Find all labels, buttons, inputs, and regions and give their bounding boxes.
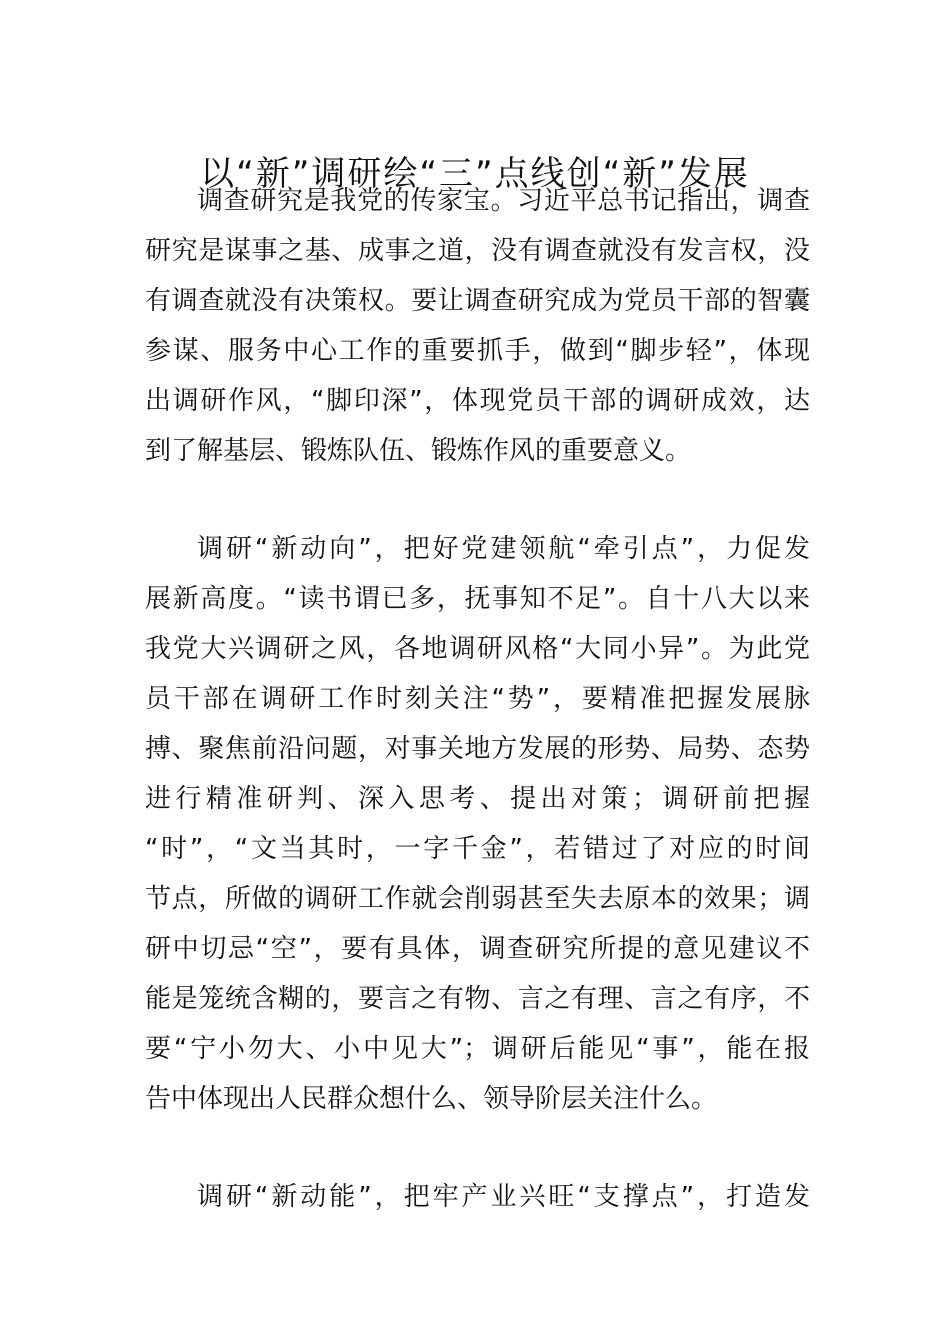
page-title: 以“新”调研绘“三”点线创“新”发展 bbox=[200, 153, 750, 194]
text-line: “时”，“文当其时，一字千金”，若错过了对应的时间 bbox=[145, 834, 810, 864]
text-line: 调研“新动向”，把好党建领航“牵引点”，力促发 bbox=[197, 534, 810, 564]
text-line: 我党大兴调研之风，各地调研风格“大同小异”。为此党 bbox=[145, 634, 810, 664]
text-line: 展新高度。“读书谓已多，抚事知不足”。自十八大以来 bbox=[145, 584, 810, 614]
paragraph-1 bbox=[145, 176, 810, 476]
text-line: 搏、聚焦前沿问题，对事关地方发展的形势、局势、态势 bbox=[145, 734, 810, 764]
text-line: 出调研作风，“脚印深”，体现党员干部的调研成效，达 bbox=[145, 386, 810, 416]
text-line: 调研“新动能”，把牢产业兴旺“支撑点”，打造发 bbox=[197, 1182, 810, 1212]
text-line: 员干部在调研工作时刻关注“势”，要精准把握发展脉 bbox=[145, 684, 810, 714]
text-line: 调查研究是我党的传家宝。习近平总书记指出，调查 bbox=[197, 186, 810, 216]
text-line: 参谋、服务中心工作的重要抓手，做到“脚步轻”，体现 bbox=[145, 336, 810, 366]
text-line: 到了解基层、锻炼队伍、锻炼作风的重要意义。 bbox=[145, 436, 692, 466]
text-line: 研究是谋事之基、成事之道，没有调查就没有发言权，没 bbox=[145, 236, 810, 266]
text-line: 有调查就没有决策权。要让调查研究成为党员干部的智囊 bbox=[145, 286, 810, 316]
paragraph-2 bbox=[145, 524, 810, 1124]
text-line: 告中体现出人民群众想什么、领导阶层关注什么。 bbox=[145, 1084, 718, 1114]
text-line: 节点，所做的调研工作就会削弱甚至失去原本的效果；调 bbox=[145, 884, 810, 914]
text-line: 进行精准研判、深入思考、提出对策；调研前把握 bbox=[145, 784, 810, 814]
paragraph-3 bbox=[145, 1172, 810, 1222]
text-line: 能是笼统含糊的，要言之有物、言之有理、言之有序，不 bbox=[145, 984, 810, 1014]
text-line: 研中切忌“空”，要有具体，调查研究所提的意见建议不 bbox=[145, 934, 810, 964]
text-line: 要“宁小勿大、小中见大”；调研后能见“事”，能在报 bbox=[145, 1034, 810, 1064]
